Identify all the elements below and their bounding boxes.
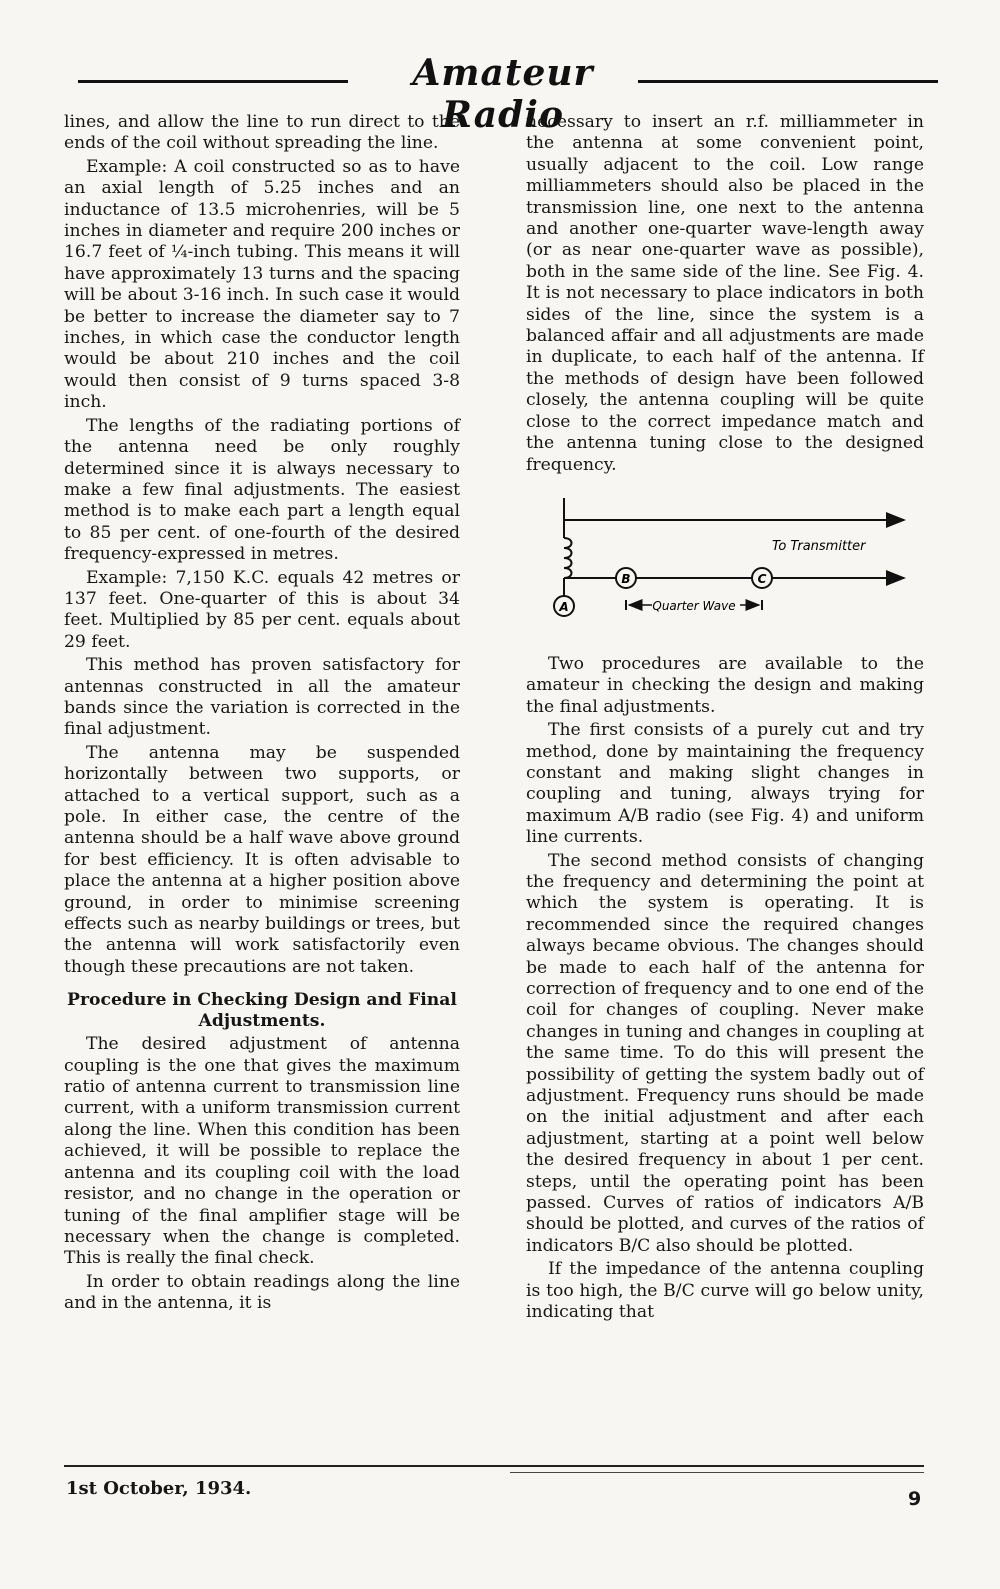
paragraph: necessary to insert an r.f. milliammeter in the antenna at some convenient point, usually adjacent to the coil. Low range milliammeters should also be placed in the transmission line, one next to the antenna and another one-quarter wave-length away (or as near one-quarter wave as possible), both in the same side of the line. See Fig. 4. It is not necessary to place indicators in both sides of the line, since the system is a balanced affair and all adjustments are made in duplicate, to each half of the antenna. If the methods of design have been followed closely, the antenna coupling will be quite close to the correct impedance match and the antenna tuning close to the designed frequency. (526, 112, 924, 475)
paragraph: Example: 7,150 K.C. equals 42 metres or 137 feet. One-quarter of this is about 34 feet. Multiplied by 85 per cent. equals about 29 feet. (64, 567, 460, 652)
paragraph: This method has proven satisfactory for antennas constructed in all the amateur bands since the variation is corrected in the final adjustment. (64, 655, 460, 740)
right-column (526, 112, 924, 1324)
masthead-rule-left (78, 80, 348, 83)
issue-date: 1st October, 1934. (66, 1478, 252, 1499)
paragraph: If the impedance of the antenna coupling is too high, the B/C curve will go below unity, indicating that (526, 1259, 924, 1323)
meter-c-label: C (757, 571, 767, 586)
paragraph: The first consists of a purely cut and try method, done by maintaining the frequency constant and making slight changes in coupling and tuning, always trying for maximum A/B radio (see Fig. 4) and uniform line currents. (526, 720, 924, 848)
paragraph: The desired adjustment of antenna coupling is the one that gives the maximum ratio of antenna current to transmission line current, with a uniform transmission current along the line. When this condition has been achieved, it will be possible to replace the antenna and its coupling coil with the load resistor, and no change in the operation or tuning of the final amplifier stage will be necessary when the change is completed. This is really the final check. (64, 1034, 460, 1269)
page-number: 9 (908, 1488, 922, 1510)
meter-a-label: A (559, 599, 569, 614)
diagram-svg (526, 494, 924, 644)
paragraph: Example: A coil constructed so as to have an axial length of 5.25 inches and an inductance of 13.5 microhenries, will be 5 inches in diameter and require 200 inches or 16.7 feet of ¼-inch tubing. This means it will have approximately 13 turns and the spacing will be about 3-16 inch. In such case it would be better to increase the diameter say to 7 inches, in which case the conductor length would be about 210 inches and the coil would then consist of 9 turns spaced 3-8 inch. (64, 156, 460, 413)
paragraph: The antenna may be suspended horizontally between two supports, or attached to a vertical support, such as a pole. In either case, the centre of the antenna should be a half wave above ground for best efficiency. It is often advisable to place the antenna at a higher position above ground, in order to minimise screening effects such as nearby buildings or trees, but the antenna will work satisfactorily even though these precautions are not taken. (64, 742, 460, 977)
left-column (64, 112, 460, 1315)
paragraph: In order to obtain readings along the line and in the antenna, it is (64, 1271, 460, 1314)
meter-b-label: B (621, 571, 631, 586)
to-transmitter-label: To Transmitter (772, 538, 866, 554)
masthead-rule-right (638, 80, 938, 83)
coupling-coil (564, 538, 572, 578)
quarter-wave-label: Quarter Wave (652, 598, 736, 613)
footer-rule (64, 1465, 924, 1467)
masthead-title: Amateur Radio (412, 52, 594, 136)
section-heading: Procedure in Checking Design and Final Adjustments. (67, 990, 457, 1032)
antenna-coupling-diagram (526, 494, 924, 644)
paragraph: The lengths of the radiating portions of the antenna need be only roughly determined since it is always necessary to make a few final adjustments. The easiest method is to make each part a length equal to 85 per cent. of one-fourth of the desired frequency-expressed in metres. (64, 415, 460, 565)
paragraph: Two procedures are available to the amateur in checking the design and making the final adjustments. (526, 653, 924, 717)
paragraph: lines, and allow the line to run direct to the ends of the coil without spreading the line. (64, 112, 460, 154)
paragraph: The second method consists of changing the frequency and determining the point at which the system is operating. It is recommended since the required changes always became obvious. The changes should be made to each half of the antenna for correction of frequency and to one end of the coil for changes of coupling. Never make changes in tuning and changes in coupling at the same time. To do this will present the possibility of getting the system badly out of adjustment. Frequency runs should be made on the initial adjustment and after each adjustment, starting at a point well below the desired frequency in about 1 per cent. steps, until the operating point has been passed. Curves of ratios of indicators A/B should be plotted, and curves of the ratios of indicators B/C also should be plotted. (526, 850, 924, 1256)
footer-rule-secondary (510, 1472, 924, 1473)
